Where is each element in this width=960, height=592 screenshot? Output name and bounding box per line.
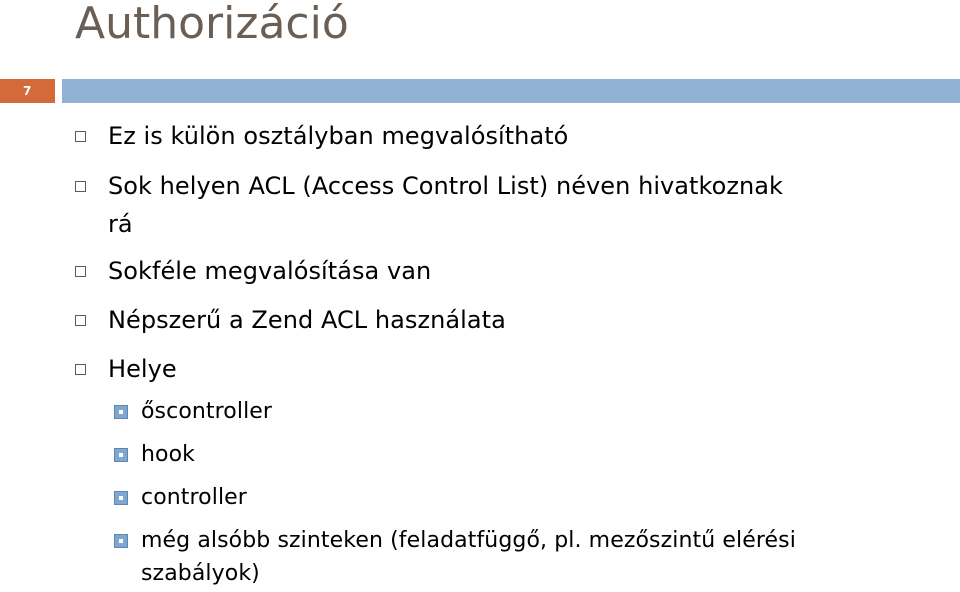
bullet-item: Ez is külön osztályban megvalósítható: [108, 122, 569, 150]
bullet-item: Helye: [108, 355, 177, 383]
subbullet-item: controller: [141, 485, 247, 510]
hollow-square-icon: [75, 181, 86, 192]
filled-square-icon: [114, 534, 128, 548]
slide-number: 7: [23, 84, 32, 98]
filled-square-icon: [114, 405, 128, 419]
hollow-square-icon: [75, 315, 86, 326]
subbullet-item-continuation: szabályok): [141, 561, 260, 586]
subbullet-item: őscontroller: [141, 399, 273, 424]
subbullet-item: még alsóbb szinteken (feladatfüggő, pl. mezőszintű elérési: [141, 528, 796, 553]
bullet-item-continuation: rá: [108, 210, 133, 238]
slide-title: Authorizáció: [75, 0, 349, 49]
subbullet-item: hook: [141, 442, 196, 467]
filled-square-icon: [114, 448, 128, 462]
bullet-item: Sokféle megvalósítása van: [108, 257, 432, 285]
header-band: [62, 79, 960, 103]
filled-square-icon: [114, 491, 128, 505]
hollow-square-icon: [75, 131, 86, 142]
hollow-square-icon: [75, 266, 86, 277]
bullet-item: Sok helyen ACL (Access Control List) néven hivatkoznak: [108, 172, 783, 200]
hollow-square-icon: [75, 364, 86, 375]
slide-number-box: [0, 79, 55, 103]
bullet-item: Népszerű a Zend ACL használata: [108, 306, 506, 334]
